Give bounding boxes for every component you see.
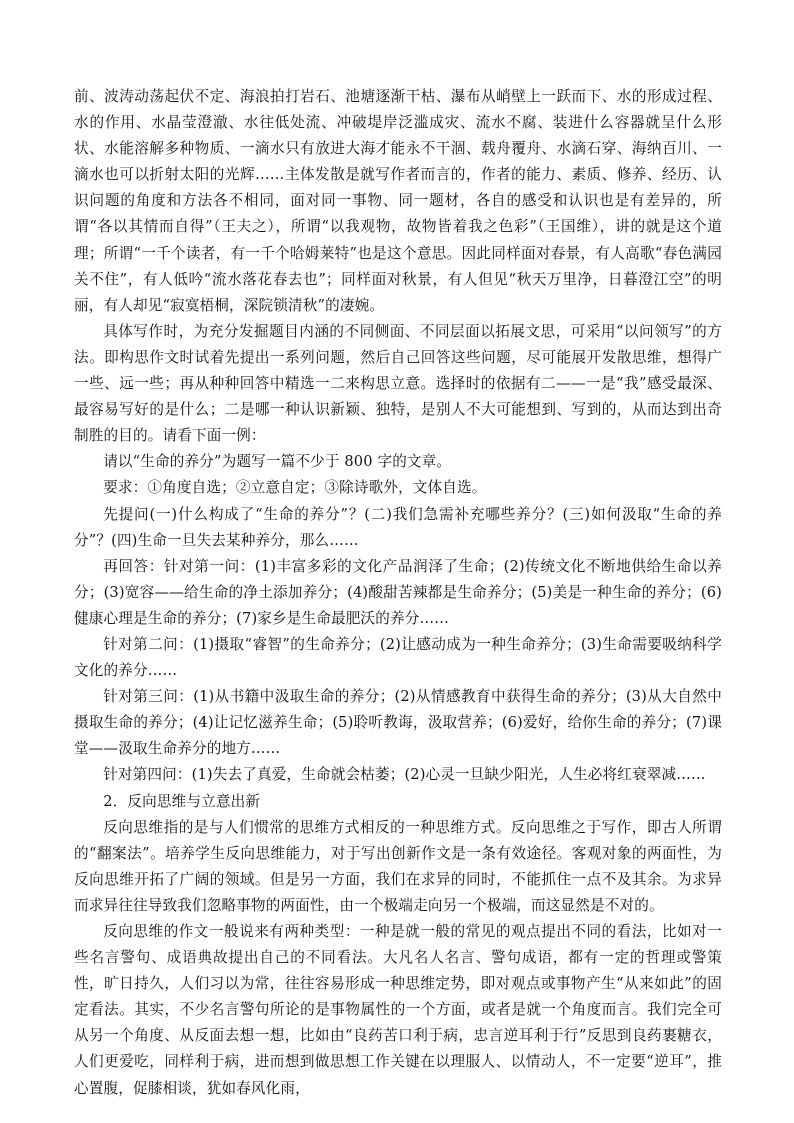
paragraph-3: 请以“生命的养分”为题写一篇不少于 800 字的文章。 (103, 453, 452, 471)
paragraph-12: 反向思维的作文一般说来有两种类型：一种是就一般的常见的观点提出不同的看法，比如对一些名言警句、成语典故提出自己的不同看法。大凡名人名言、警句成语，都有一定的哲理或警策性，旷日持久，人们习以为常，往往容易形成一种思维定势，即对观点或事物产生“从来如此”的固定看法。其实，不少名言警句所论的是事物属性的一个方面，或者是就一个角度而言。我们完全可从另一个角度、从反面去想一想，比如由“良药苦口利于病，忠言逆耳利于行”反思到良药裹糖衣，人们更爱吃，同样利于病，进而想到做思想工作关键在以理服人、以情动人，不一定要“逆耳”，推心置腹，促膝相谈，犹如春风化雨， (74, 923, 722, 1097)
paragraph-7: 针对第二问：(1)摄取“睿智”的生命养分；(2)让感动成为一种生命养分；(3)生命需要吸纳科学文化的养分…… (74, 635, 722, 680)
paragraph-6: 再回答：针对第一问：(1)丰富多彩的文化产品润泽了生命；(2)传统文化不断地供给生命以养分；(3)宽容——给生命的净土添加养分；(4)酸甜苦辣都是生命养分；(5)美是一种生命的养分；(6)健康心理是生命的养分；(7)家乡是生命最肥沃的养分…… (74, 557, 722, 627)
section-heading: 2．反向思维与立意出新 (103, 792, 261, 810)
paragraph-5: 先提问(一)什么构成了“生命的养分”？(二)我们急需补充哪些养分？(三)如何汲取“生命的养分”？(四)生命一旦失去某种养分，那么…… (74, 505, 722, 549)
document-body (74, 84, 722, 1102)
paragraph-8: 针对第三问：(1)从书籍中汲取生命的养分；(2)从情感教育中获得生命的养分；(3)从大自然中摄取生命的养分；(4)让记忆滋养生命；(5)聆听教诲，汲取营养；(6)爱好，给你生命的养分；(7)课堂——汲取生命养分的地方…… (74, 688, 722, 758)
paragraph-9: 针对第四问：(1)失去了真爱，生命就会枯萎；(2)心灵一旦缺少阳光，人生必将红衰翠减…… (103, 766, 706, 784)
paragraph-4: 要求：①角度自选；②立意自定；③除诗歌外，文体自选。 (103, 479, 487, 497)
paragraph-1: 前、波涛动荡起伏不定、海浪拍打岩石、池塘逐渐干枯、瀑布从峭壁上一跃而下、水的形成过程、水的作用、水晶莹澄澈、水往低处流、冲破堤岸泛滥成灾、流水不腐、装进什么容器就呈什么形状、水能溶解多种物质、一滴水只有放进大海才能永不干涸、载舟覆舟、水滴石穿、海纳百川、一滴水也可以折射太阳的光辉……主体发散是就写作者而言的，作者的能力、素质、修养、经历、认识问题的角度和方法各不相同，面对同一事物、同一题材，各自的感受和认识也是有差异的，所谓“各以其情而自得”（王夫之），所谓“以我观物，故物皆着我之色彩”（王国维），讲的就是这个道理；所谓“一千个读者，有一千个哈姆莱特”也是这个意思。因此同样面对春景，有人高歌“春色满园关不住”，有人低吟“流水落花春去也”；同样面对秋景，有人但见“秋天万里净，日暮澄江空”的明丽，有人却见“寂寞梧桐，深院锁清秋”的凄婉。 (74, 88, 722, 314)
paragraph-2: 具体写作时，为充分发掘题目内涵的不同侧面、不同层面以拓展文思，可采用“以问领写”的方法。即构思作文时试着先提出一系列问题，然后自己回答这些问题，尽可能展开发散思维，想得广一些、远一些；再从种种回答中精选一二来构思立意。选择时的依据有二——一是“我”感受最深、最容易写好的是什么；二是哪一种认识新颖、独特，是别人不大可能想到、写到的，从而达到出奇制胜的目的。请看下面一例： (74, 322, 722, 445)
paragraph-11: 反向思维指的是与人们惯常的思维方式相反的一种思维方式。反向思维之于写作，即古人所谓的“翻案法”。培养学生反向思维能力，对于写出创新作文是一条有效途径。客观对象的两面性，为反向思维开拓了广阔的领域。但是另一方面，我们在求异的同时，不能抓住一点不及其余。为求异而求异往往导致我们忽略事物的两面性，由一个极端走向另一个极端，而这显然是不对的。 (74, 818, 722, 914)
